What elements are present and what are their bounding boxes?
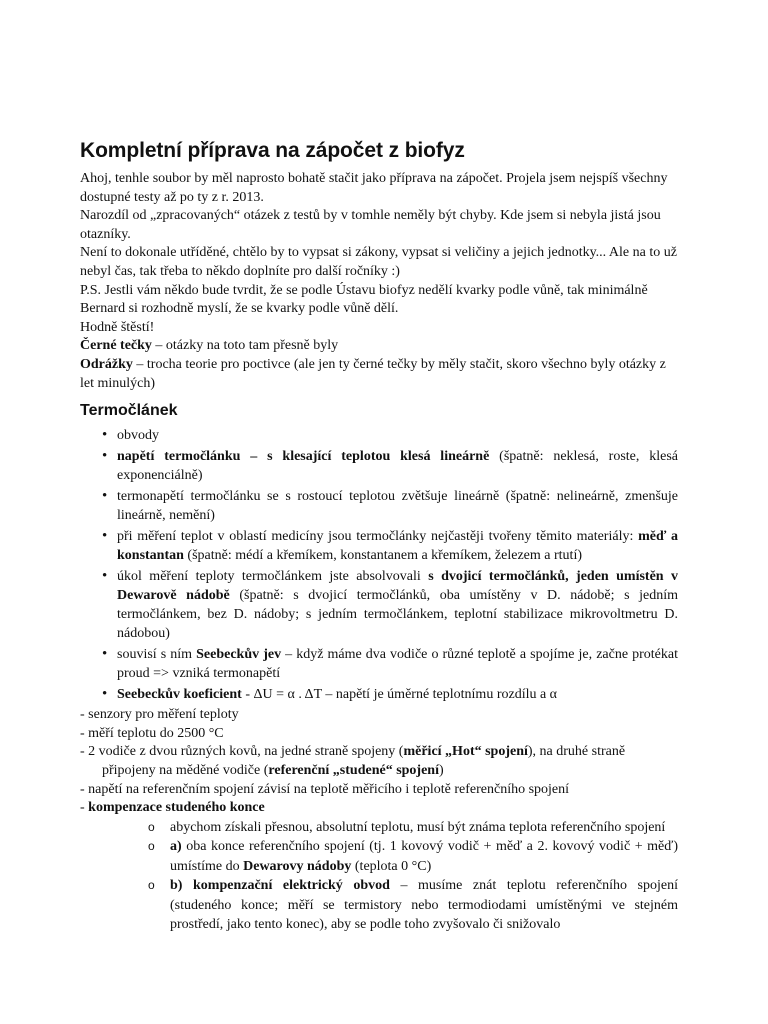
body-text: ) bbox=[438, 762, 444, 778]
body-text: – když máme dva vodiče o různé teplotě a spojíme je, začne protékat proud => vzniká termonapětí bbox=[117, 647, 678, 682]
bullet-dot-icon: • bbox=[102, 568, 108, 585]
intro-paragraph: Ahoj, tenhle soubor by měl naprosto bohatě stačit jako příprava na zápočet. Projela jsem nejspíš všechny dostupné testy až po ty z r. 2013. bbox=[80, 171, 668, 205]
body-text: (špatně: s dvojicí termočlánků, oba umístěny v D. nádobě; s jedním termočlánkem, bez D. nádoby; s jedním termočlánkem, teplotní stabilizace mikrovoltmetru D. nádobou) bbox=[117, 588, 678, 642]
legend-black-dots bbox=[80, 337, 678, 356]
section-heading: Termočlánek bbox=[80, 402, 178, 420]
list-item: - měří teplotu do 2500 °C bbox=[80, 725, 224, 741]
bold-text: Dewarovy nádoby bbox=[243, 858, 352, 874]
bullet-dot-icon: • bbox=[102, 427, 108, 444]
list-item bbox=[80, 567, 678, 643]
bold-text: měřicí „Hot“ spojení bbox=[403, 744, 528, 760]
legend-bullets bbox=[80, 356, 678, 393]
bold-text: Seebeckův koeficient bbox=[117, 687, 242, 703]
bullet-dot-icon: • bbox=[102, 488, 108, 505]
document-title: Kompletní příprava na zápočet z biofyz bbox=[80, 139, 465, 162]
bold-text: napětí termočlánku – s klesající teplotou klesá lineárně bbox=[117, 449, 490, 465]
bold-text: a) bbox=[170, 839, 182, 855]
list-item bbox=[148, 837, 678, 876]
body-text: při měření teplot v oblastí medicíny jsou termočlánky nejčastěji tvořeny těmito materiály: bbox=[117, 529, 639, 545]
hollow-circle-icon: o bbox=[148, 878, 155, 893]
bullet-dot-icon: • bbox=[102, 646, 108, 663]
list-item bbox=[80, 743, 678, 780]
legend-odr-bold: Odrážky bbox=[80, 356, 133, 372]
legend-odr-text: – trocha teorie pro poctivce (ale jen ty černé tečky by měly stačit, skoro všechno byly otázky z let minulých) bbox=[80, 356, 666, 391]
body-text: – musíme znát teplotu referenčního spojení (studeného konce; měří se termistory nebo termodiodami umístěnými ve stejném prostředí, jako tento konec), aby se podle toho zvyšovalo či snižovalo bbox=[170, 878, 678, 933]
body-text: souvisí s ním bbox=[117, 647, 197, 663]
intro-paragraph: P.S. Jestli vám někdo bude tvrdit, že se podle Ústavu biofyz nedělí kvarky podle vůně, tak minimálně Bernard si rozhodně myslí, že se kvarky podle vůně dělí. bbox=[80, 282, 648, 317]
bullet-dot-icon: • bbox=[102, 686, 108, 703]
list-item: - napětí na referenčním spojení závisí na teplotě měřicího i teplotě referenčního spojení bbox=[80, 781, 570, 797]
bullet-dot-icon: • bbox=[102, 528, 108, 545]
list-item bbox=[80, 685, 678, 704]
body-text: úkol měření teploty termočlánkem jste absolvovali bbox=[117, 569, 429, 585]
body-text: (teplota 0 °C) bbox=[351, 858, 432, 874]
body-text: - bbox=[80, 800, 89, 816]
body-text: - ΔU = α . ΔT – napětí je úměrné teplotnímu rozdílu a α bbox=[241, 687, 558, 703]
list-item: • termonapětí termočlánku se s rostoucí teplotou zvětšuje lineárně (špatně: nelineárně, zmenšuje lineárně, nemění) bbox=[102, 488, 678, 524]
bullet-list bbox=[80, 426, 678, 704]
body-text: ), na druhé straně připojeny na měděné vodiče ( bbox=[102, 744, 626, 778]
bold-text: b) kompenzační elektrický obvod bbox=[170, 878, 390, 894]
list-item bbox=[80, 447, 678, 485]
list-item bbox=[80, 527, 678, 565]
list-item: • obvody bbox=[102, 427, 159, 444]
body-text: - 2 vodiče z dvou různých kovů, na jedné straně spojeny ( bbox=[80, 744, 404, 760]
sub-list bbox=[80, 818, 678, 935]
body-text: (špatně: médí a křemíkem, konstantanem a křemíkem, železem a rtutí) bbox=[183, 548, 582, 564]
bullet-dot-icon: • bbox=[102, 448, 108, 465]
body-text: oba konce referenčního spojení (tj. 1 kovový vodič + měď a 2. kovový vodič + měď) umístíme do bbox=[170, 839, 678, 874]
list-item bbox=[80, 799, 678, 818]
hollow-circle-icon: o bbox=[148, 819, 155, 834]
list-item bbox=[80, 645, 678, 683]
list-item bbox=[148, 876, 678, 935]
list-item: o abychom získali přesnou, absolutní teplotu, musí být známa teplota referenčního spojení bbox=[148, 818, 678, 838]
bold-text: měď a konstantan bbox=[117, 529, 678, 564]
bold-text: referenční „studené“ spojení bbox=[268, 762, 439, 778]
legend-black-text: – otázky na toto tam přesně byly bbox=[151, 338, 339, 354]
list-item: - senzory pro měření teploty bbox=[80, 707, 239, 723]
dash-list bbox=[80, 706, 678, 818]
bold-text: kompenzace studeného konce bbox=[88, 800, 265, 816]
bold-text: s dvojicí termočlánků, jeden umístěn v Dewarově nádobě bbox=[117, 569, 678, 604]
legend-black-bold: Černé tečky bbox=[80, 338, 152, 354]
intro-paragraph: Narozdíl od „zpracovaných“ otázek z testů by v tomhle neměly být chyby. Kde jsem si nebyla jistá jsou otazníky. bbox=[80, 208, 661, 242]
intro-paragraph: Není to dokonale utříděné, chtělo by to vypsat si zákony, vypsat si veličiny a jejich jednotky... Ale na to už nebyl čas, tak třeba to někdo doplníte pro další ročníky :) bbox=[80, 245, 677, 279]
document-page bbox=[80, 138, 678, 935]
bold-text: Seebeckův jev bbox=[196, 647, 282, 663]
intro-paragraph: Hodně štěstí! bbox=[80, 319, 155, 335]
hollow-circle-icon: o bbox=[148, 839, 155, 854]
body-text: (špatně: neklesá, roste, klesá exponenciálně) bbox=[117, 449, 679, 484]
